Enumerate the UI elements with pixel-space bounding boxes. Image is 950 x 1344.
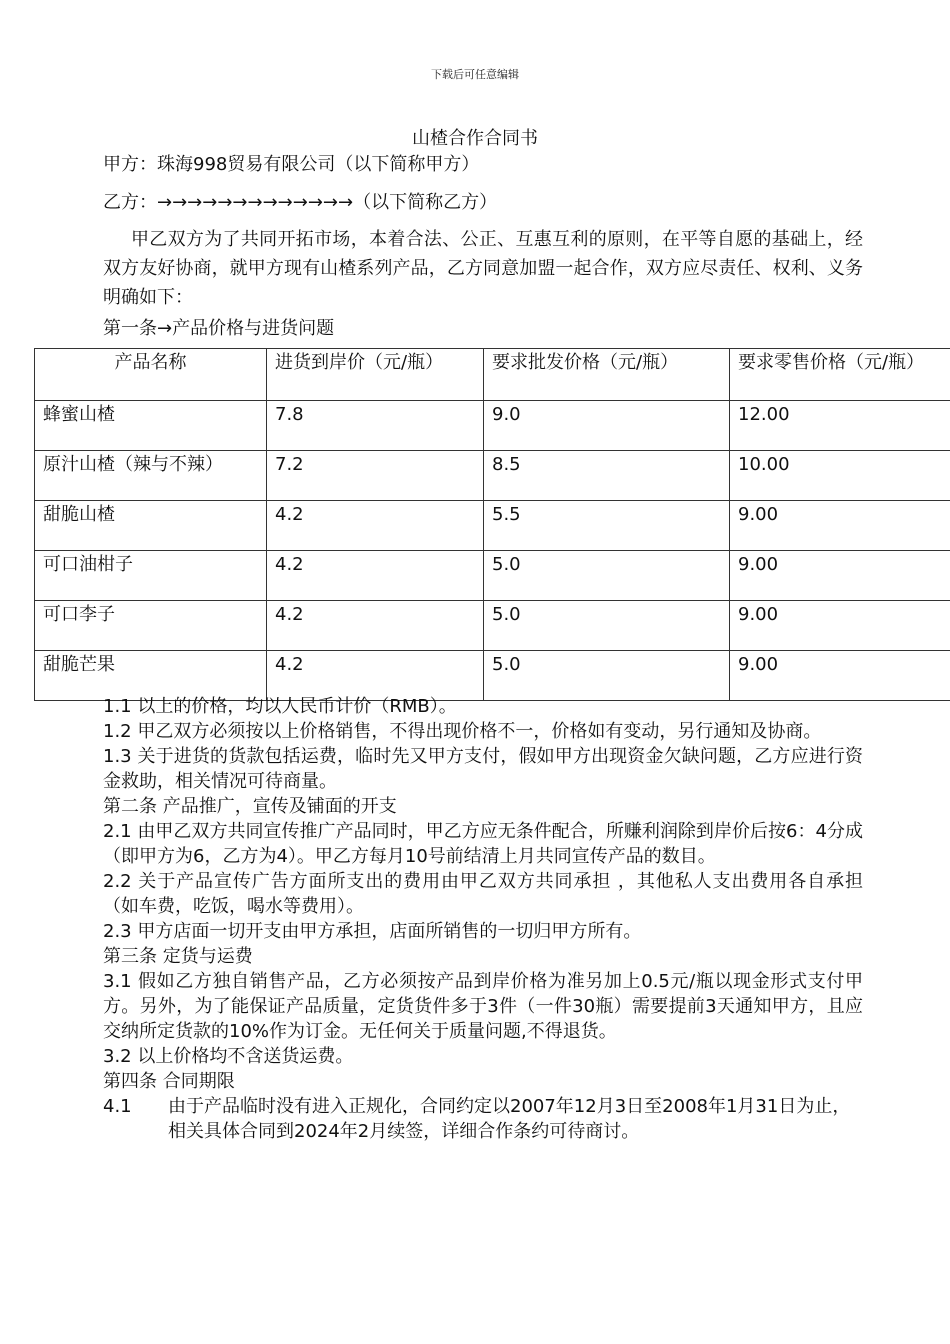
clause-4-1 <box>103 1094 863 1144</box>
clause-text: 由于产品临时没有进入正规化，合同约定以2007年12月3日至2008年1月31日为止，相关具体合同到2024年2月续签，详细合作条约可待商讨。 <box>168 1096 851 1142</box>
article1-title: 第一条→产品价格与进货问题 <box>103 318 335 339</box>
party-a: 甲方：珠海998贸易有限公司（以下简称甲方） <box>103 154 480 175</box>
table-cell: 7.2 <box>267 451 484 501</box>
table-cell: 5.0 <box>484 551 730 601</box>
table-cell: 12.00 <box>730 401 950 451</box>
table-cell: 8.5 <box>484 451 730 501</box>
article3-title: 第三条 定货与运费 <box>103 946 253 967</box>
table-row <box>35 401 950 451</box>
table-cell: 可口李子 <box>35 601 267 651</box>
header-note: 下载后可任意编辑 <box>431 68 519 81</box>
table-header-cell: 要求零售价格（元/瓶） <box>730 349 950 401</box>
table-cell: 甜脆山楂 <box>35 501 267 551</box>
table-header-cell: 产品名称 <box>35 349 267 401</box>
price-table <box>34 348 950 701</box>
table-cell: 5.5 <box>484 501 730 551</box>
party-b: 乙方：→→→→→→→→→→→→→（以下简称乙方） <box>103 192 498 213</box>
table-row <box>35 651 950 701</box>
table-cell: 可口油柑子 <box>35 551 267 601</box>
table-cell: 蜂蜜山楂 <box>35 401 267 451</box>
table-cell: 甜脆芒果 <box>35 651 267 701</box>
clause-1-2: 1.2 甲乙双方必须按以上价格销售，不得出现价格不一，价格如有变动，另行通知及协商。 <box>103 721 822 742</box>
table-cell: 9.00 <box>730 501 950 551</box>
table-cell: 7.8 <box>267 401 484 451</box>
clause-1-3: 1.3 关于进货的货款包括运费，临时先又甲方支付，假如甲方出现资金欠缺问题，乙方应进行资金救助，相关情况可待商量。 <box>103 746 863 792</box>
document-title: 山楂合作合同书 <box>412 128 538 149</box>
clause-2-1: 2.1 由甲乙双方共同宣传推广产品同时，甲乙方应无条件配合，所赚利润除到岸价后按6：4分成（即甲方为6，乙方为4）。甲乙方每月10号前结清上月共同宣传产品的数目。 <box>103 821 863 867</box>
article4-title: 第四条 合同期限 <box>103 1071 235 1092</box>
table-row <box>35 501 950 551</box>
table-cell: 9.0 <box>484 401 730 451</box>
table-cell: 4.2 <box>267 651 484 701</box>
table-cell: 4.2 <box>267 551 484 601</box>
clause-2-3: 2.3 甲方店面一切开支由甲方承担，店面所销售的一切归甲方所有。 <box>103 921 642 942</box>
clause-2-2: 2.2 关于产品宣传广告方面所支出的费用由甲乙双方共同承担 ，其他私人支出费用各自承担（如车费，吃饭，喝水等费用）。 <box>103 871 863 917</box>
table-cell: 9.00 <box>730 601 950 651</box>
table-row <box>35 601 950 651</box>
table-cell: 9.00 <box>730 551 950 601</box>
table-cell: 原汁山楂（辣与不辣） <box>35 451 267 501</box>
table-cell: 5.0 <box>484 651 730 701</box>
table-header-row <box>35 349 950 401</box>
table-cell: 9.00 <box>730 651 950 701</box>
table-header-cell: 进货到岸价（元/瓶） <box>267 349 484 401</box>
table-cell: 5.0 <box>484 601 730 651</box>
clause-1-1: 1.1 以上的价格，均以人民币计价（RMB）。 <box>103 696 457 717</box>
table-row <box>35 451 950 501</box>
table-header-cell: 要求批发价格（元/瓶） <box>484 349 730 401</box>
clause-3-2: 3.2 以上价格均不含送货运费。 <box>103 1046 354 1067</box>
table-row <box>35 551 950 601</box>
article2-title: 第二条 产品推广，宣传及铺面的开支 <box>103 796 397 817</box>
intro-paragraph: 甲乙双方为了共同开拓市场，本着合法、公正、互惠互利的原则，在平等自愿的基础上，经双方友好协商，就甲方现有山楂系列产品，乙方同意加盟一起合作，双方应尽责任、权利、义务明确如下： <box>103 229 863 308</box>
table-cell: 10.00 <box>730 451 950 501</box>
table-cell: 4.2 <box>267 601 484 651</box>
clauses-section <box>103 694 863 1144</box>
clause-3-1: 3.1 假如乙方独自销售产品，乙方必须按产品到岸价格为准另加上0.5元/瓶以现金形式支付甲方。另外，为了能保证产品质量，定货货件多于3件（一件30瓶）需要提前3天通知甲方，且应交纳所定货款的10%作为订金。无任何关于质量问题,不得退货。 <box>103 971 863 1042</box>
table-cell: 4.2 <box>267 501 484 551</box>
clause-number: 4.1 <box>103 1096 132 1117</box>
